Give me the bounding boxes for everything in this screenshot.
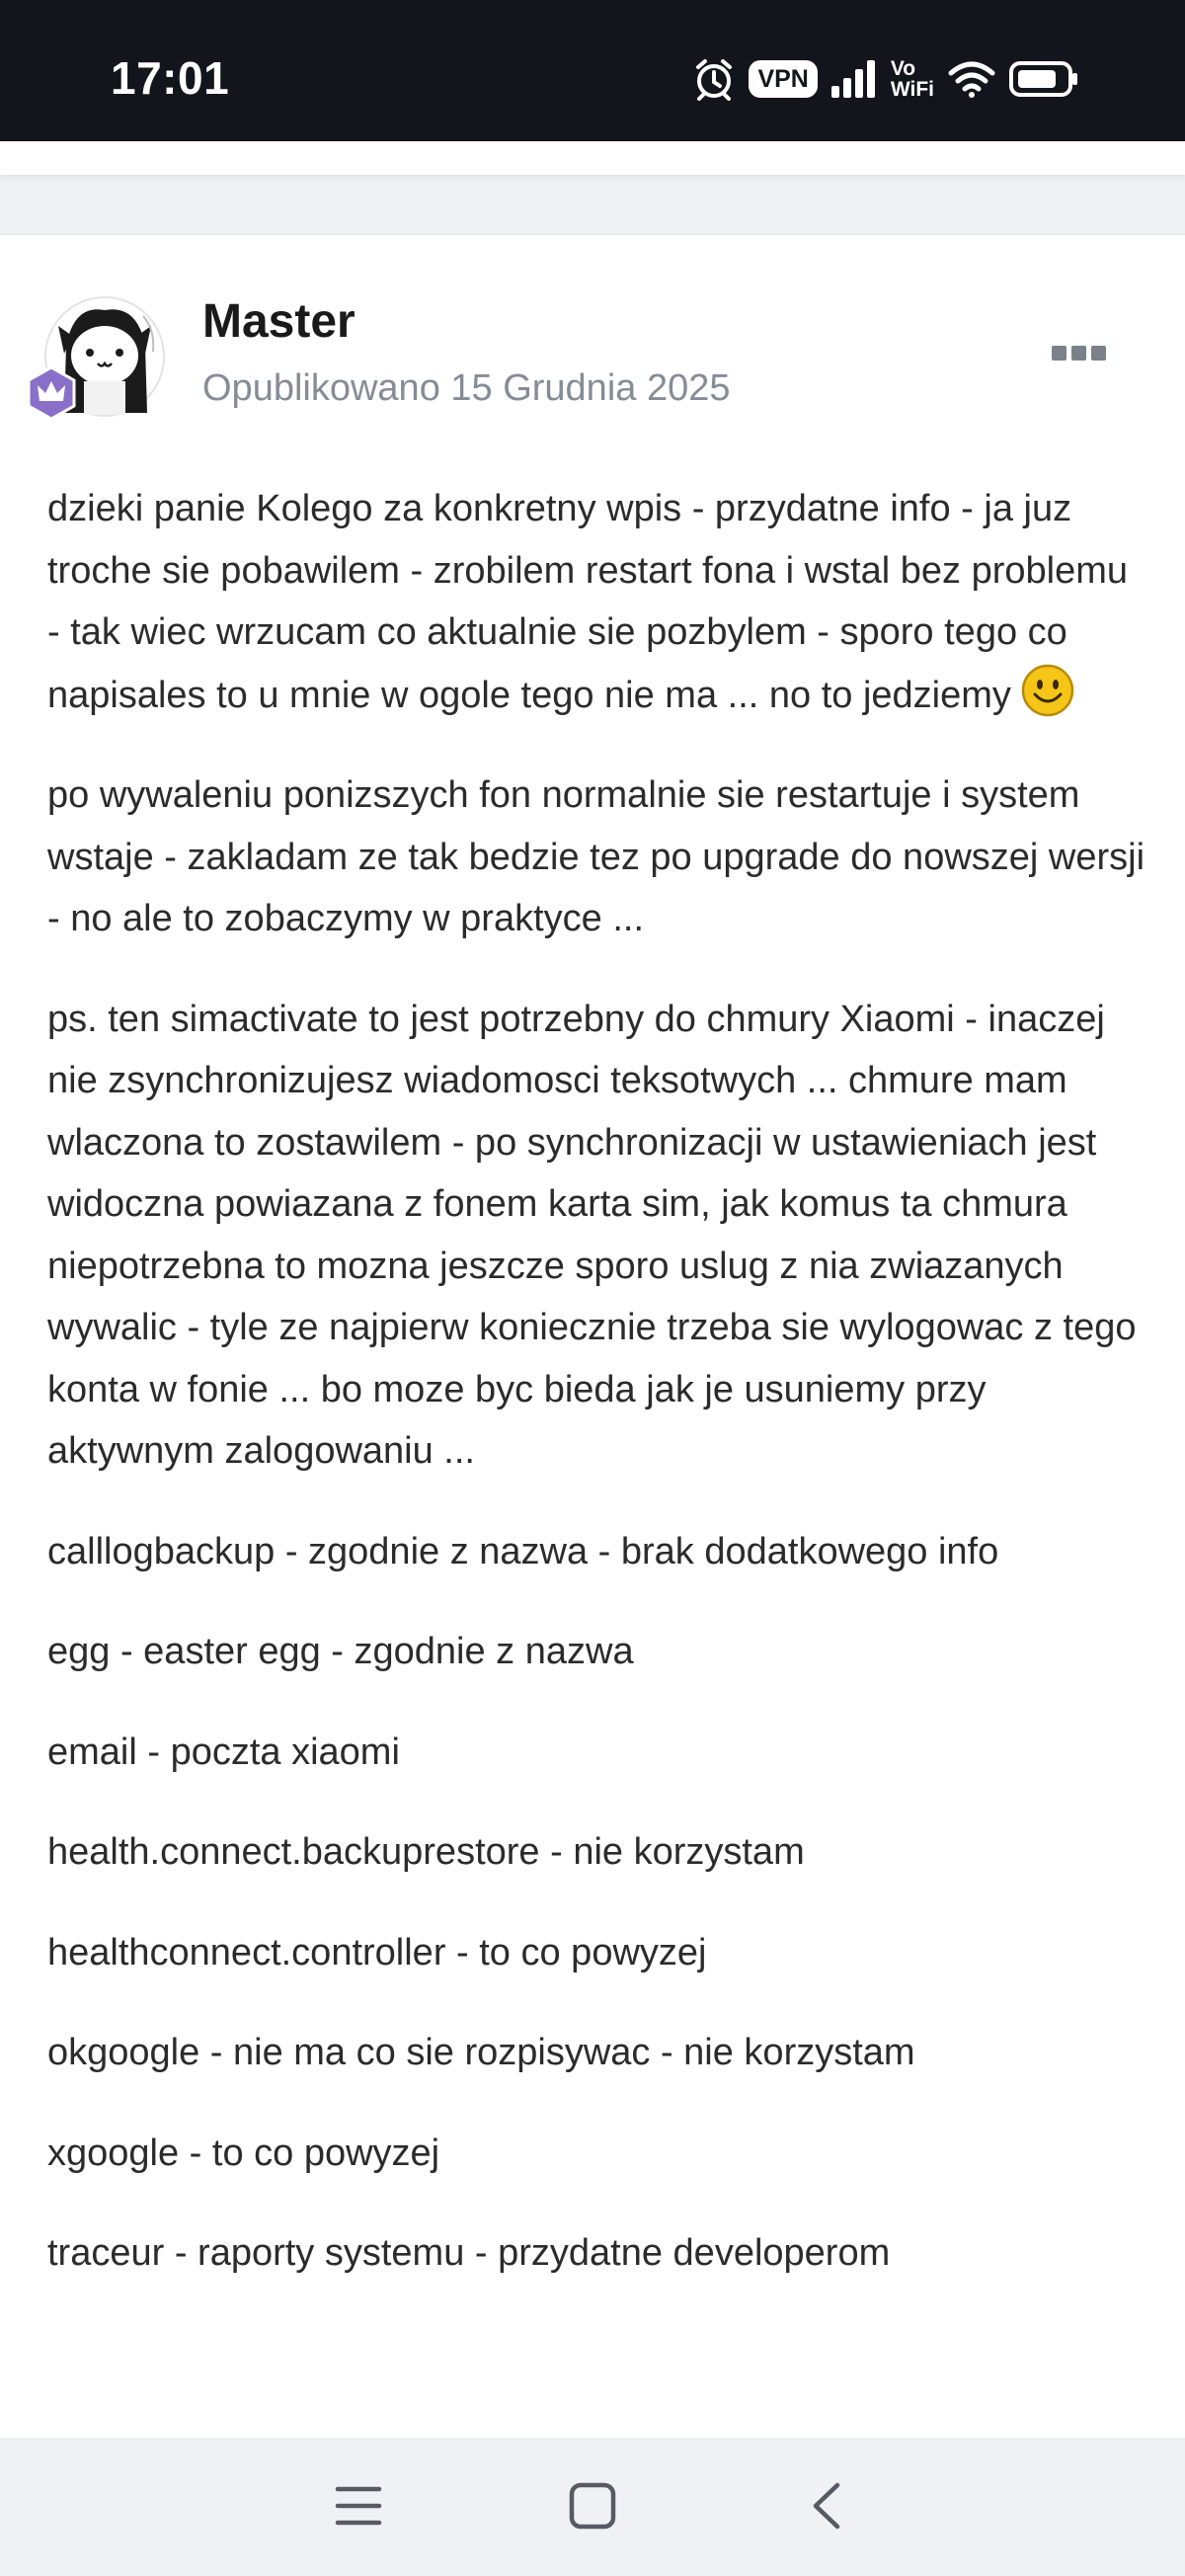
post-paragraph — [47, 478, 1146, 726]
alarm-icon — [693, 57, 735, 101]
post-date: Opublikowano 15 Grudnia 2025 — [202, 367, 731, 409]
list-item: healthconnect.controller - to co powyzej — [47, 1931, 707, 1973]
post-paragraph: ps. ten simactivate to jest potrzebny do chmury Xiaomi - inaczej nie zsynchronizujesz wiadomosci teksotwych ... chmure mam wlaczona to zostawilem - po synchronizacji w ustawieniach jest widoczna powiazana z fonem karta sim, jak komus ta chmura niepotrzebna to mozna jeszcze sporo uslug z nia zwiazanych wywalic - tyle ze najpierw koniecznie trzeba sie wylogowac z tego konta w fonie ... bo moze byc bieda jak je usuniemy przy aktywnym zalogowaniu ... — [47, 998, 1137, 1472]
back-icon[interactable] — [808, 2481, 847, 2536]
status-icons — [693, 51, 1078, 107]
wifi-icon — [948, 60, 995, 98]
header-strip — [0, 141, 1185, 175]
more-dot — [1091, 346, 1106, 361]
more-dot — [1052, 346, 1066, 361]
home-icon[interactable] — [568, 2481, 617, 2536]
status-bar — [0, 0, 1185, 141]
vowifi-icon — [891, 58, 934, 100]
post-paragraph: po wywaleniu ponizszych fon normalnie sie restartuje i system wstaje - zakladam ze tak bedzie tez po upgrade do nowszej wersji - no ale to zobaczymy w praktyce ... — [47, 774, 1146, 939]
signal-icon — [831, 60, 877, 98]
list-item: traceur - raporty systemu - przydatne developerom — [47, 2232, 891, 2274]
vpn-icon: VPN — [749, 60, 817, 98]
rank-badge-icon — [24, 365, 79, 421]
smiley-icon — [1021, 664, 1074, 717]
list-item: okgoogle - nie ma co sie rozpisywac - nie korzystam — [47, 2032, 915, 2073]
more-options-icon[interactable] — [1051, 340, 1106, 365]
post-card — [0, 235, 1185, 2438]
list-item: health.connect.backuprestore - nie korzystam — [47, 1831, 805, 1873]
list-item: egg - easter egg - zgodnie z nazwa — [47, 1631, 634, 1672]
list-item: xgoogle - to co powyzej — [47, 2132, 440, 2174]
list-item: calllogbackup - zgodnie z nazwa - brak dodatkowego info — [47, 1530, 999, 1572]
vowifi-top-label: Vo — [890, 57, 916, 80]
status-time: 17:01 — [111, 52, 230, 104]
post-body — [47, 478, 1146, 2323]
list-item: email - poczta xiaomi — [47, 1731, 400, 1773]
battery-icon — [1009, 60, 1078, 98]
navigation-bar — [0, 2438, 1185, 2576]
more-dot — [1071, 346, 1086, 361]
post-paragraph-text: dzieki panie Kolego za konkretny wpis - przydatne info - ja juz troche sie pobawilem - zrobilem restart fona i wstal bez problemu - tak wiec wrzucam co aktualnie sie pozbylem - sporo tego co napisales to u mnie w ogole tego nie ma ... no to jedziemy — [47, 488, 1129, 716]
author-name[interactable]: Master — [202, 295, 356, 348]
menu-icon[interactable] — [334, 2481, 383, 2536]
vowifi-bottom-label: WiFi — [890, 78, 934, 101]
